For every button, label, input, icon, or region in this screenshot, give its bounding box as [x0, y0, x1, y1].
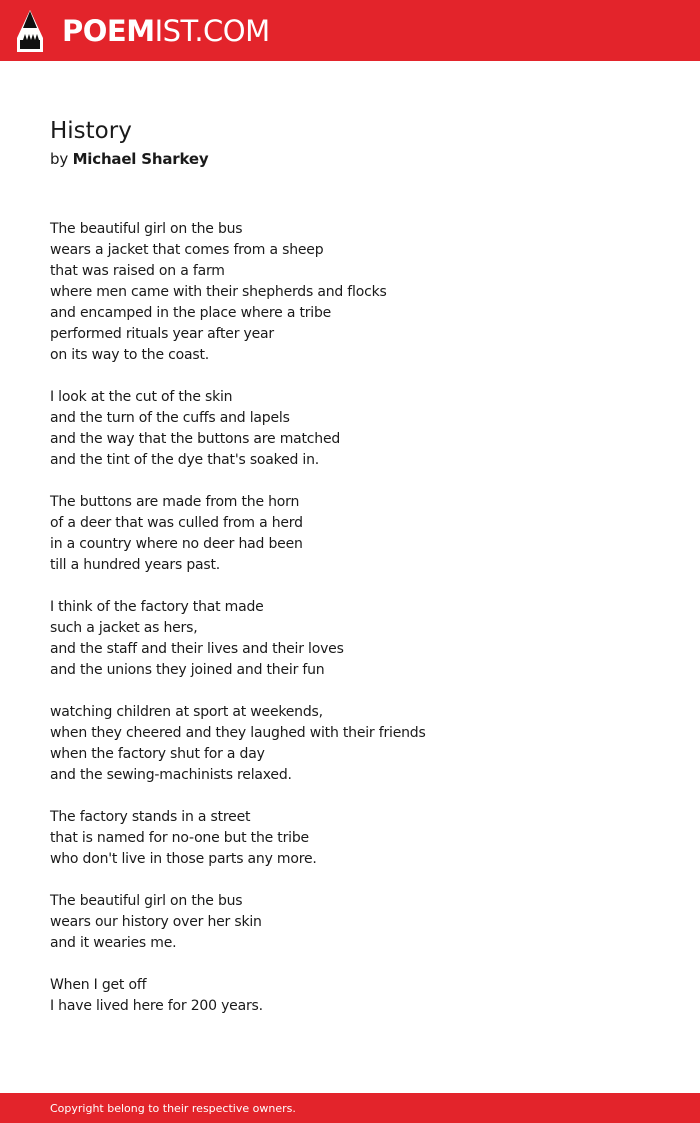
poem-line: wears our history over her skin — [50, 914, 262, 930]
stanza — [50, 219, 650, 366]
poem-line: and the turn of the cuffs and lapels — [50, 410, 290, 426]
poem-line: of a deer that was culled from a herd — [50, 515, 303, 531]
pencil-icon[interactable] — [17, 10, 43, 52]
author-name: Michael Sharkey — [72, 150, 209, 168]
site-footer — [0, 1093, 700, 1123]
stanza — [50, 702, 650, 786]
poem-line: The beautiful girl on the bus — [50, 893, 243, 909]
poem-line: that is named for no-one but the tribe — [50, 830, 309, 846]
poem-line: The buttons are made from the horn — [50, 494, 300, 510]
by-label: by — [50, 150, 68, 168]
brand-light: IST.COM — [154, 14, 270, 48]
brand-bold: POEM — [62, 14, 155, 48]
copyright-text: Copyright belong to their respective owners. — [50, 1102, 296, 1115]
poem-line: when the factory shut for a day — [50, 746, 265, 762]
poem-line: The beautiful girl on the bus — [50, 221, 243, 237]
poem-line: in a country where no deer had been — [50, 536, 303, 552]
site-logo[interactable] — [62, 13, 270, 49]
poem-line: where men came with their shepherds and flocks — [50, 284, 387, 300]
site-header — [0, 0, 700, 61]
stanza — [50, 597, 650, 681]
poem-line: on its way to the coast. — [50, 347, 209, 363]
poem-line: who don't live in those parts any more. — [50, 851, 317, 867]
poem-line: wears a jacket that comes from a sheep — [50, 242, 324, 258]
poem-line: watching children at sport at weekends, — [50, 704, 323, 720]
poem-line: I have lived here for 200 years. — [50, 998, 263, 1014]
poem-line: that was raised on a farm — [50, 263, 225, 279]
poem-line: and the tint of the dye that's soaked in. — [50, 452, 320, 468]
poem-line: When I get off — [50, 977, 147, 993]
byline — [50, 148, 208, 170]
poem-line: such a jacket as hers, — [50, 620, 198, 636]
poem-line: and the way that the buttons are matched — [50, 431, 341, 447]
stanza — [50, 492, 650, 576]
poem-body — [50, 219, 650, 1038]
poem-line: and the sewing-machinists relaxed. — [50, 767, 292, 783]
poem-line: and encamped in the place where a tribe — [50, 305, 332, 321]
poem-line: The factory stands in a street — [50, 809, 251, 825]
poem-line: till a hundred years past. — [50, 557, 221, 573]
poem-line: I think of the factory that made — [50, 599, 264, 615]
poem-line: and the staff and their lives and their loves — [50, 641, 344, 657]
stanza — [50, 975, 650, 1017]
poem-line: when they cheered and they laughed with their friends — [50, 725, 426, 741]
poem-line: and the unions they joined and their fun — [50, 662, 325, 678]
poem-line: performed rituals year after year — [50, 326, 274, 342]
poem-line: I look at the cut of the skin — [50, 389, 233, 405]
poem-line: and it wearies me. — [50, 935, 177, 951]
poem-title: History — [50, 118, 132, 144]
stanza — [50, 807, 650, 870]
stanza — [50, 387, 650, 471]
stanza — [50, 891, 650, 954]
